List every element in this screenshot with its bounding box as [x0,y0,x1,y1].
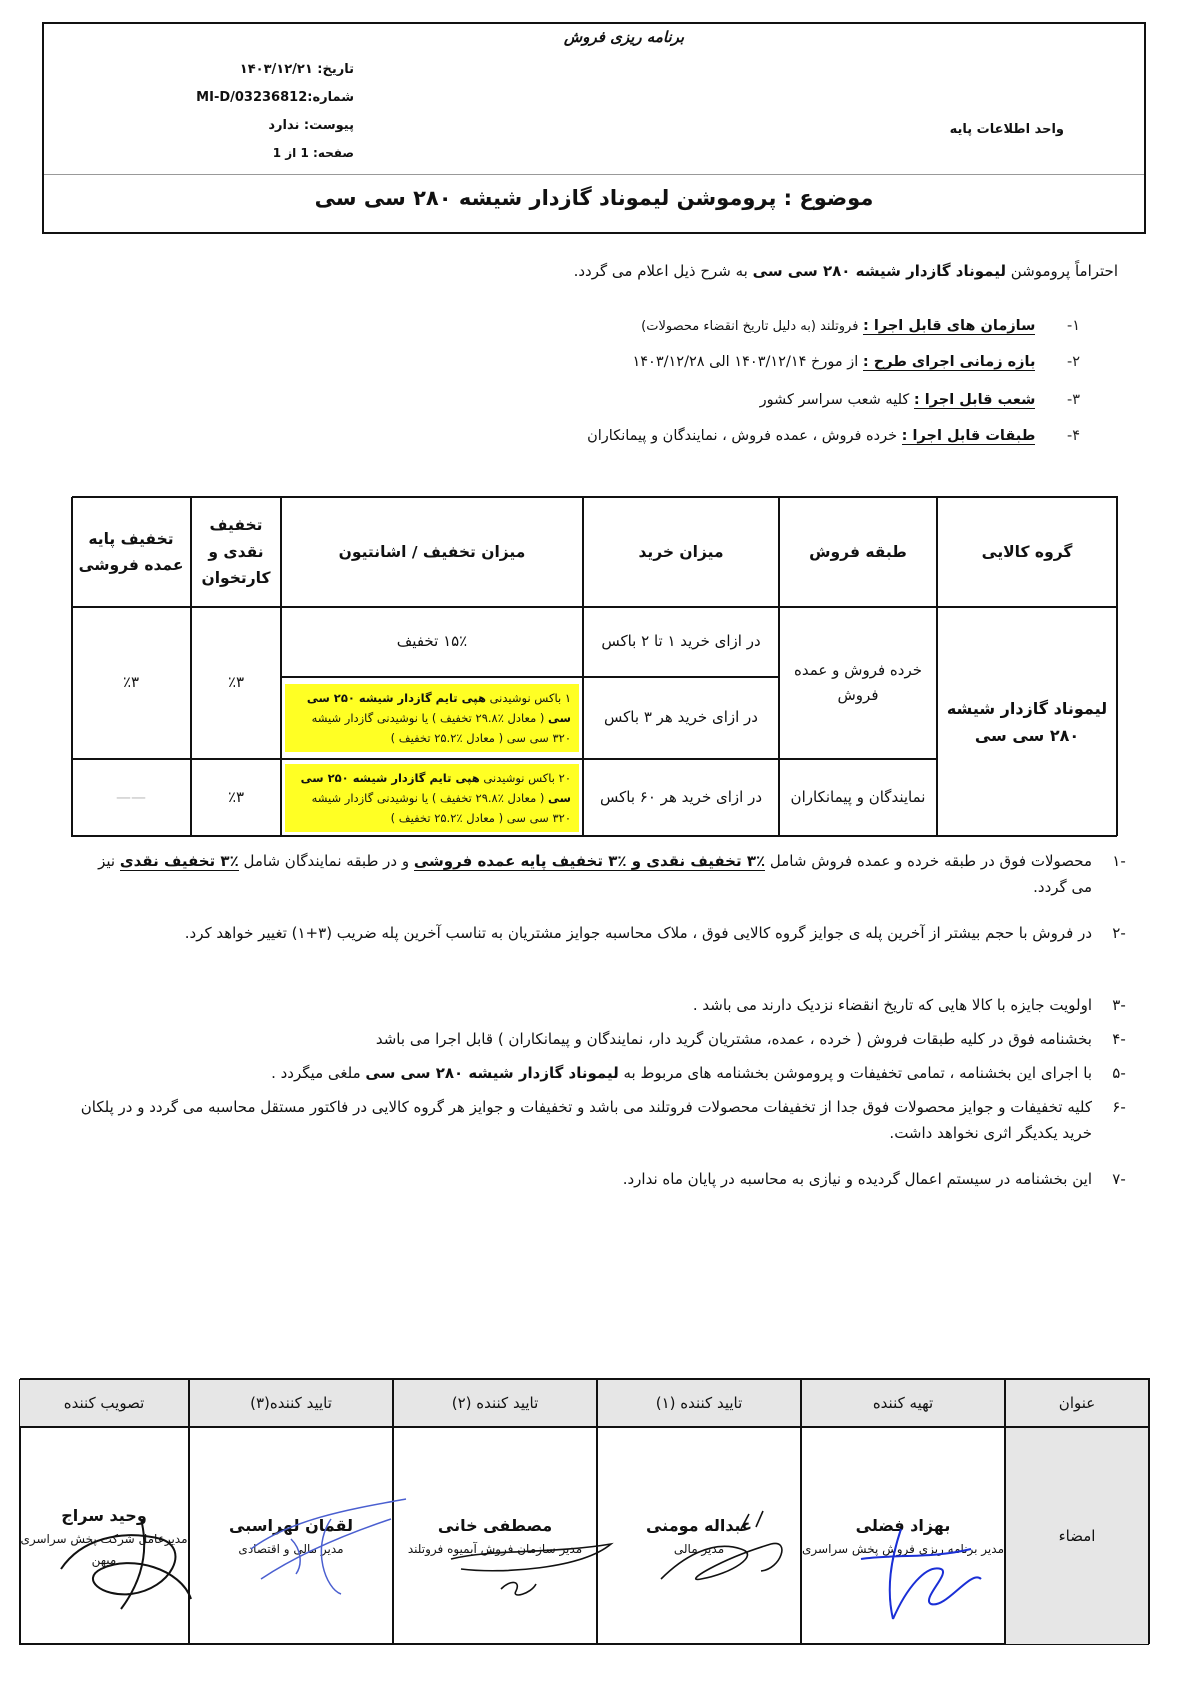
note-item [80,848,1126,901]
signature-header-approver-3: تایید کننده(۳) [189,1379,393,1427]
header-divider [44,174,1144,175]
condition-label: سازمان های قابل اجرا : [863,318,1036,334]
note-5-part-a: با اجرای این بخشنامه ، تمامی تخفیفات و پروموشن بخشنامه های مربوط به [623,1064,1092,1082]
purchase-3-box: در ازای خرید هر ۳ باکس [583,677,779,759]
subject-label: موضوع : [783,186,874,210]
condition-label: شعب قابل اجرا : [913,392,1036,408]
condition-item [60,428,1080,444]
bonus-20-part-1: ۲۰ باکس نوشیدنی [483,770,571,785]
date-label: تاریخ: [317,62,354,77]
cash-discount-agents: ٪۳ [191,759,281,837]
intro-product: لیموناد گازدار شیشه ۲۸۰ سی سی [752,262,1006,280]
header-wholesale-discount: تخفیف پایه عمده فروشی [71,497,191,607]
note-number: -۳ [1112,996,1126,1014]
condition-value: فروتلند (به دلیل تاریخ انقضاء محصولات) [641,319,859,334]
attachment-field [164,118,354,133]
bonus-1-part-2: هپی تایم گازدار شیشه ۲۵۰ سی سی [306,690,571,725]
date-value: ۱۴۰۳/۱۲/۲۱ [239,62,313,77]
condition-item [60,318,1080,334]
signature-cell-approver-1 [597,1427,801,1645]
intro-suffix: به شرح ذیل اعلام می گردد. [573,262,748,280]
sales-class-agents: نمایندگان و پیمانکاران [779,759,937,837]
page-label: صفحه: [313,146,354,160]
sales-class-retail: خرده فروش و عمده فروش [779,607,937,759]
signer-name: لقمان لهراسبی [229,1516,353,1536]
signer-role: مدیرعامل شرکت پخش سراسری میهن [20,1532,188,1567]
bonus-1-part-1: ۱ باکس نوشیدنی [489,690,571,705]
purchase-60-box: در ازای خرید هر ۶۰ باکس [583,759,779,837]
bonus-1-box-cell [281,677,583,759]
note-item [80,992,1126,1018]
note-text: در فروش با حجم بیشتر از آخرین پله ی جوایز گروه کالایی فوق ، ملاک محاسبه جوایز مشتریان به تناسب آخرین پله ضریب (۳+۱) تغییر خواهد کرد. [184,924,1092,942]
wholesale-discount-agents: —— [71,759,191,837]
intro-paragraph [60,262,1118,280]
signature-header-preparer: تهیه کننده [801,1379,1005,1427]
signer-role: مدیر سازمان فروش آبمیوه فروتلند [407,1542,583,1557]
signer-role: مدیر مالی [673,1542,725,1557]
subject-value: پروموشن لیموناد گازدار شیشه ۲۸۰ سی سی [314,186,777,210]
note-item [80,920,1126,946]
subject-line [284,186,904,210]
bonus-1-part-3: ( معادل ٪۲۹.۸ تخفیف ) یا نوشیدنی گازدار شیشه ۳۲۰ سی سی ( معادل ٪۲۵.۲ تخفیف ) [311,710,571,746]
bonus-20-box-highlight [285,764,579,832]
note-1-part-e: نیز می گردد. [98,852,1092,897]
header-cash-discount: تخفیف نقدی و کارتخوان [191,497,281,607]
note-text: این بخشنامه در سیستم اعمال گردیده و نیازی به محاسبه در پایان ماه ندارد. [622,1170,1092,1188]
header-discount-bonus: میزان تخفیف / اشانتیون [281,497,583,607]
signature-header-ratifier: تصویب کننده [19,1379,189,1427]
condition-number: ۴- [1066,428,1080,444]
condition-label: طبقات قابل اجرا : [901,428,1036,444]
attachment-value: ندارد [268,118,300,133]
note-item [80,1060,1126,1086]
note-text: بخشنامه فوق در کلیه طبقات فروش ( خرده ، عمده، مشتریان گرید دار، نمایندگان و پیمانکاران ) قابل اجرا می باشد [375,1030,1092,1048]
signer-role: مدیر مالی و اقتصادی [238,1542,344,1557]
date-field [164,62,354,77]
signer-role: مدیر برنامه ریزی فروش پخش سراسری [802,1542,1004,1557]
condition-number: ۲- [1066,354,1080,370]
note-1-part-d: ٪۳ تخفیف نقدی [119,852,239,870]
note-number: -۴ [1112,1030,1126,1048]
signer-name: وحید سراج [61,1506,147,1526]
intro-prefix: احتراماً پروموشن [1010,262,1118,280]
condition-value: از مورخ ۱۴۰۳/۱۲/۱۴ الی ۱۴۰۳/۱۲/۲۸ [632,354,859,370]
note-text: کلیه تخفیفات و جوایز محصولات فوق جدا از تخفیفات محصولات فروتلند می باشد و تخفیفات و جوایز هر گروه کالایی در فاکتور مستقل محاسبه می گردد و در پلکان خرید یکدیگر اثری نخواهد داشت. [80,1098,1092,1143]
note-1-part-a: محصولات فوق در طبقه خرده و عمده فروش شامل [769,852,1092,870]
header-product-group: گروه کالایی [937,497,1117,607]
note-number: -۲ [1112,924,1126,942]
condition-number: ۳- [1066,392,1080,408]
signature-header-approver-2: تایید کننده (۲) [393,1379,597,1427]
bonus-20-part-3: ( معادل ٪۲۹.۸ تخفیف ) یا نوشیدنی گازدار شیشه ۳۲۰ سی سی ( معادل ٪۲۵.۲ تخفیف ) [311,790,571,826]
unit-name: واحد اطلاعات پایه [949,122,1064,137]
note-item [80,1094,1126,1147]
signer-name: مصطفی خانی [437,1516,553,1536]
product-group-cell: لیموناد گازدار شیشه ۲۸۰ سی سی [937,607,1117,837]
note-number: -۷ [1112,1170,1126,1188]
condition-value: خرده فروش ، عمده فروش ، نمایندگان و پیمانکاران [587,428,898,444]
note-number: -۱ [1112,852,1126,870]
note-number: -۶ [1112,1098,1126,1116]
header-purchase-amount: میزان خرید [583,497,779,607]
note-5-part-b: لیموناد گازدار شیشه ۲۸۰ سی سی [365,1064,619,1082]
note-5-part-c: ملغی میگردد . [271,1064,361,1082]
promotion-table [72,496,1118,836]
signature-cell-ratifier [19,1427,189,1645]
signature-cell-preparer [801,1427,1005,1645]
condition-label: بازه زمانی اجرای طرح : [862,354,1036,370]
note-item [80,1026,1126,1052]
signature-cell-approver-2 [393,1427,597,1645]
signer-name: عبداله مومنی [645,1516,753,1536]
discount-15-percent: ۱۵٪ تخفیف [281,607,583,677]
header-title: برنامه ریزی فروش [563,28,685,46]
note-item [80,1166,1126,1192]
bonus-20-box-cell [281,759,583,837]
page-value: 1 از 1 [272,146,309,160]
page-field [164,146,354,160]
condition-value: کلیه شعب سراسر کشور [759,392,910,408]
note-number: -۵ [1112,1064,1126,1082]
signature-header-approver-1: تایید کننده (۱) [597,1379,801,1427]
signature-title-header: عنوان [1005,1379,1149,1427]
condition-number: ۱- [1066,318,1080,334]
signature-table [20,1378,1150,1644]
signature-sign-label: امضاء [1005,1427,1149,1645]
note-text: اولویت جایزه با کالا هایی که تاریخ انقضاء نزدیک دارند می باشد . [692,996,1092,1014]
number-label: شماره: [307,90,354,105]
number-field [164,90,354,105]
bonus-20-part-2: هپی تایم گازدار شیشه ۲۵۰ سی سی [300,770,571,805]
attachment-label: پیوست: [303,118,354,133]
bonus-1-box-highlight [285,684,579,752]
letter-header [42,22,1146,234]
condition-item [60,392,1080,408]
cash-discount-retail: ٪۳ [191,607,281,759]
signer-name: بهزاد فضلی [855,1516,951,1536]
purchase-1-2-box: در ازای خرید ۱ تا ۲ باکس [583,607,779,677]
condition-item [60,354,1080,370]
number-value: MI-D/03236812 [196,90,308,105]
note-1-part-c: و در طبقه نمایندگان شامل [243,852,410,870]
signature-cell-approver-3 [189,1427,393,1645]
header-sales-class: طبقه فروش [779,497,937,607]
note-1-part-b: ٪۳ تخفیف نقدی و ٪۳ تخفیف پایه عمده فروشی [413,852,766,870]
wholesale-discount-retail: ٪۳ [71,607,191,759]
